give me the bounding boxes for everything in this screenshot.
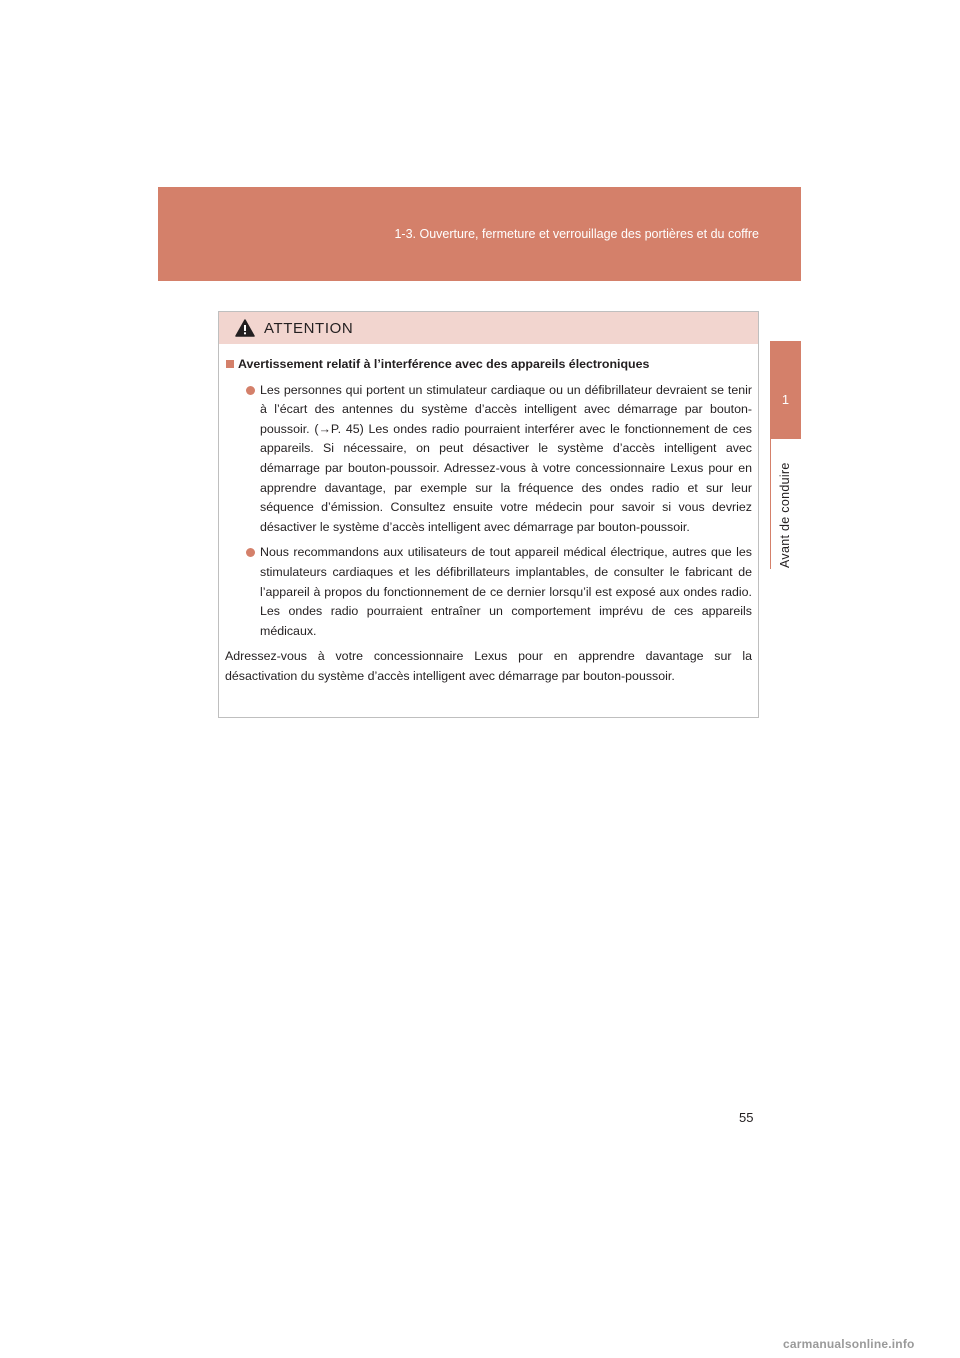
- bullet-dot-icon: [246, 386, 255, 395]
- list-item: [225, 381, 752, 538]
- list-item: [225, 543, 752, 641]
- warning-triangle-icon: [235, 319, 255, 337]
- section-title: 1-3. Ouverture, fermeture et verrouillage des portières et du coffre: [394, 227, 759, 241]
- chapter-tab[interactable]: [770, 341, 801, 439]
- warning-body: [219, 344, 758, 687]
- watermark-link[interactable]: carmanualsonline.info: [783, 1337, 915, 1351]
- square-bullet-icon: [226, 360, 234, 368]
- warning-box: [218, 311, 759, 718]
- list-item-text: Nous recommandons aux utilisateurs de tout appareil médical électrique, autres que les stimulateurs cardiaques et les défibrillateurs implantables, de consulter le fabricant de l’appareil à propos du fonctionnement de ce dernier lorsqu’il est exposé aux ondes radio. Les ondes radio pourraient entraîner un comportement imprévu de ces appareils médicaux.: [260, 545, 752, 638]
- chapter-label: Avant de conduire: [778, 462, 792, 568]
- section-header-band: [158, 187, 801, 281]
- closing-paragraph: Adressez-vous à votre concessionnaire Lexus pour en apprendre davantage sur la désactivation du système d’accès intelligent avec démarrage par bouton-poussoir.: [225, 649, 752, 683]
- section-heading: [225, 355, 752, 375]
- warning-title: ATTENTION: [264, 319, 354, 337]
- warning-header: [219, 312, 758, 344]
- chapter-number: 1: [781, 392, 790, 407]
- chapter-divider: [770, 439, 771, 569]
- page-number: 55: [739, 1110, 754, 1125]
- list-item-text: Les personnes qui portent un stimulateur cardiaque ou un défibrillateur devraient se tenir à l’écart des antennes du système d’accès intelligent avec démarrage par bouton-poussoir. (→P. 45) Les ondes radio pourraient interférer avec le fonctionnement de ces appareils. Si nécessaire, on peut désactiver le système d’accès intelligent avec démarrage par bouton-poussoir. Adressez-vous à votre concessionnaire Lexus pour en apprendre davantage, par exemple sur la fréquence des ondes radio et sur leur séquence d’émission. Consultez ensuite votre médecin pour savoir si vous devriez désactiver le système d’accès intelligent avec démarrage par bouton-poussoir.: [260, 382, 752, 534]
- section-heading-text: Avertissement relatif à l’interférence avec des appareils électroniques: [238, 357, 650, 371]
- bullet-dot-icon: [246, 548, 255, 557]
